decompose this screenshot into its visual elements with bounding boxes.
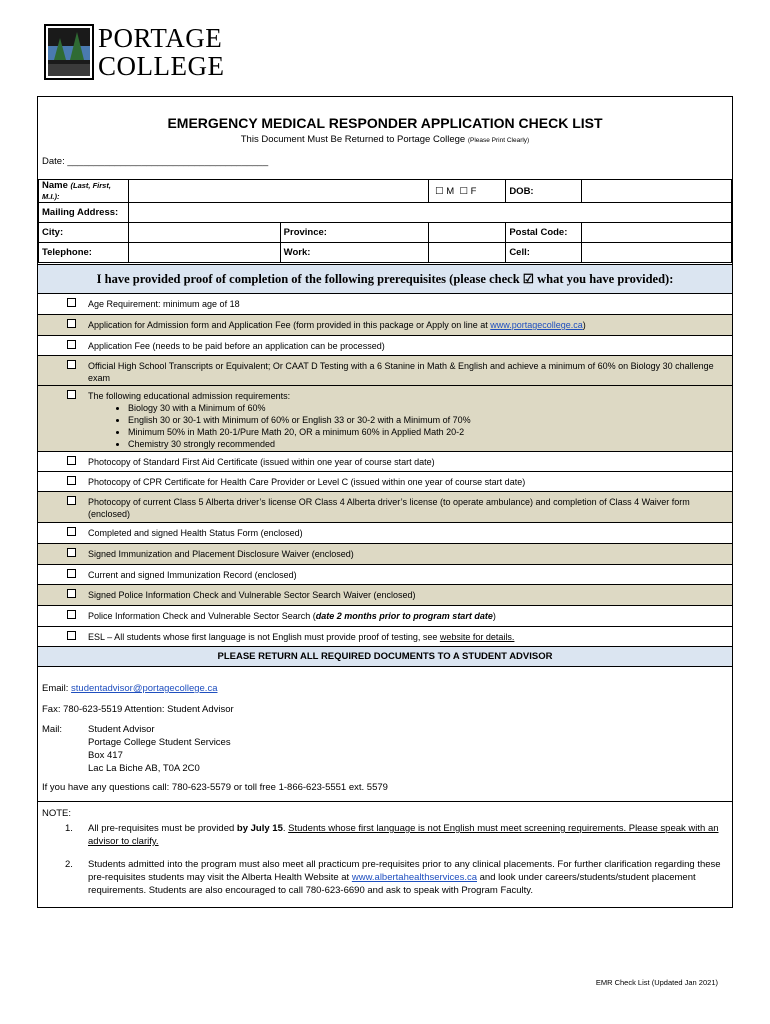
checkmark-box-icon: ☑ bbox=[522, 272, 534, 286]
alberta-health-link[interactable]: www.albertahealthservices.ca bbox=[351, 872, 477, 883]
checkbox[interactable] bbox=[67, 631, 76, 640]
work-label: Work: bbox=[280, 243, 428, 263]
checklist-item: Official High School Transcripts or Equivalent; Or CAAT D Testing with a 6 Stanine in Math & English and achieve a minimum of 60% on Biology 30 challenge exam bbox=[38, 356, 732, 386]
checkbox[interactable] bbox=[67, 456, 76, 465]
checklist-item: Completed and signed Health Status Form (enclosed) bbox=[38, 523, 732, 544]
college-crest-icon bbox=[44, 24, 94, 80]
email-line: Email: studentadvisor@portagecollege.ca bbox=[42, 683, 218, 694]
checklist-item: Photocopy of CPR Certificate for Health Care Provider or Level C (issued within one year of course start date) bbox=[38, 472, 732, 492]
fax-line: Fax: 780-623-5519 Attention: Student Advisor bbox=[42, 704, 234, 715]
name-input[interactable] bbox=[129, 180, 429, 203]
list-item: • Biology 30 with a Minimum of 60% bbox=[128, 402, 726, 414]
note-label: NOTE: bbox=[42, 808, 72, 819]
postal-code-input[interactable] bbox=[581, 223, 731, 243]
checklist-item: Current and signed Immunization Record (enclosed) bbox=[38, 565, 732, 585]
gender-f-checkbox: ☐ F bbox=[459, 185, 477, 197]
city-label: City: bbox=[39, 223, 129, 243]
telephone-label: Telephone: bbox=[39, 243, 129, 263]
checkbox[interactable] bbox=[67, 496, 76, 505]
mailing-address-label: Mailing Address: bbox=[39, 203, 129, 223]
dob-label: DOB: bbox=[506, 180, 581, 203]
work-input[interactable] bbox=[429, 243, 506, 263]
list-item: • Chemistry 30 strongly recommended bbox=[128, 438, 726, 450]
checkbox[interactable] bbox=[67, 340, 76, 349]
email-link[interactable]: studentadvisor@portagecollege.ca bbox=[71, 683, 218, 694]
page-title: EMERGENCY MEDICAL RESPONDER APPLICATION CHECK LIST bbox=[167, 115, 603, 131]
footer-note: EMR Check List (Updated Jan 2021) bbox=[595, 978, 718, 987]
name-label: Name (Last, First, M.I.): bbox=[39, 180, 129, 203]
college-name: PORTAGE COLLEGE bbox=[98, 23, 225, 81]
portage-college-link[interactable]: www.portagecollege.ca bbox=[490, 320, 583, 330]
checkbox[interactable] bbox=[67, 589, 76, 598]
checklist-item: Application for Admission form and Application Fee (form provided in this package or Apply on line at www.portagecollege.ca) bbox=[38, 315, 732, 336]
mail-label: Mail: bbox=[42, 724, 63, 735]
mailing-address-input[interactable] bbox=[129, 203, 732, 223]
prerequisites-heading: I have provided proof of completion of the following prerequisites (please check ☑ what you have provided): bbox=[38, 264, 732, 294]
checklist-form bbox=[37, 96, 733, 908]
checkbox[interactable] bbox=[67, 610, 76, 619]
note-item-1: 1. All pre-requisites must be provided by July 15. Students whose first language is not English must meet screening requirements. Please speak with an advisor to clarify. bbox=[65, 823, 719, 847]
checklist-item: Application Fee (needs to be paid before an application can be processed) bbox=[38, 336, 732, 356]
checkbox[interactable] bbox=[67, 360, 76, 369]
checkbox[interactable] bbox=[67, 569, 76, 578]
divider bbox=[38, 801, 732, 802]
gender-m-checkbox: ☐ M bbox=[435, 185, 455, 197]
checkbox[interactable] bbox=[67, 390, 76, 399]
checkbox[interactable] bbox=[67, 298, 76, 307]
list-item: • English 30 or 30-1 with Minimum of 60% or English 33 or 30-2 with a Minimum of 70% bbox=[128, 414, 726, 426]
telephone-input[interactable] bbox=[129, 243, 280, 263]
checklist-item: Photocopy of Standard First Aid Certificate (issued within one year of course start date) bbox=[38, 452, 732, 472]
checklist-item: Signed Police Information Check and Vulnerable Sector Search Waiver (enclosed) bbox=[38, 585, 732, 606]
checklist-item: Photocopy of current Class 5 Alberta driver’s license OR Class 4 Alberta driver’s license (to operate ambulance) and completion of Class 4 Waiver form (enclosed) bbox=[38, 492, 732, 523]
checkbox[interactable] bbox=[67, 319, 76, 328]
list-item: • Minimum 50% in Math 20-1/Pure Math 20, OR a minimum 60% in Applied Math 20-2 bbox=[128, 426, 726, 438]
cell-label: Cell: bbox=[506, 243, 581, 263]
date-field[interactable]: Date: ______________________________________ bbox=[42, 156, 269, 167]
province-label: Province: bbox=[280, 223, 428, 243]
checklist-item: Age Requirement: minimum age of 18 bbox=[38, 294, 732, 315]
checkbox[interactable] bbox=[67, 548, 76, 557]
city-input[interactable] bbox=[129, 223, 280, 243]
admission-requirements-list bbox=[88, 402, 726, 450]
checklist-item: ESL – All students whose first language is not English must provide proof of testing, see website for details. bbox=[38, 627, 732, 647]
checklist-item: The following educational admission requirements: • Biology 30 with a Minimum of 60% • English 30 or 30-1 with Minimum of 60% or English 33 or 30-2 with a Minimum of 70% • Minimum 50% in Math 20-1/Pure Math 20, OR a minimum 60% in Applied Math 20-2 • Chemistry 30 strongly recommended bbox=[38, 386, 732, 452]
esl-website-link[interactable]: website for details. bbox=[439, 632, 515, 642]
page-subtitle: This Document Must Be Returned to Portage College (Please Print Clearly) bbox=[240, 134, 530, 145]
gender-field[interactable] bbox=[429, 180, 506, 203]
province-input[interactable] bbox=[429, 223, 506, 243]
prerequisite-checklist bbox=[38, 294, 732, 647]
checklist-item: Signed Immunization and Placement Disclosure Waiver (enclosed) bbox=[38, 544, 732, 565]
checklist-item: Police Information Check and Vulnerable Sector Search (date 2 months prior to program start date) bbox=[38, 606, 732, 627]
mail-address: Student Advisor Portage College Student Services Box 417 Lac La Biche AB, T0A 2C0 bbox=[88, 724, 231, 774]
note-item-2: 2. Students admitted into the program must also meet all practicum pre-requisites prior to any clinical placements. For further clarification regarding these pre-requisites students may visit the Alberta Health Website at www.albertahealthservices.ca and look under careers/students/student placement requirements. Students are also encouraged to call 780-623-6690 and ask to speak with Program Faculty. bbox=[65, 859, 721, 896]
checkbox[interactable] bbox=[67, 476, 76, 485]
questions-line: If you have any questions call: 780-623-5579 or toll free 1-866-623-5551 ext. 5579 bbox=[42, 782, 388, 793]
return-documents-heading: PLEASE RETURN ALL REQUIRED DOCUMENTS TO A STUDENT ADVISOR bbox=[38, 647, 732, 667]
checkbox[interactable] bbox=[67, 527, 76, 536]
portage-college-logo bbox=[44, 24, 244, 84]
dob-input[interactable] bbox=[581, 180, 731, 203]
applicant-info-table bbox=[38, 179, 732, 263]
postal-code-label: Postal Code: bbox=[506, 223, 581, 243]
cell-input[interactable] bbox=[581, 243, 731, 263]
